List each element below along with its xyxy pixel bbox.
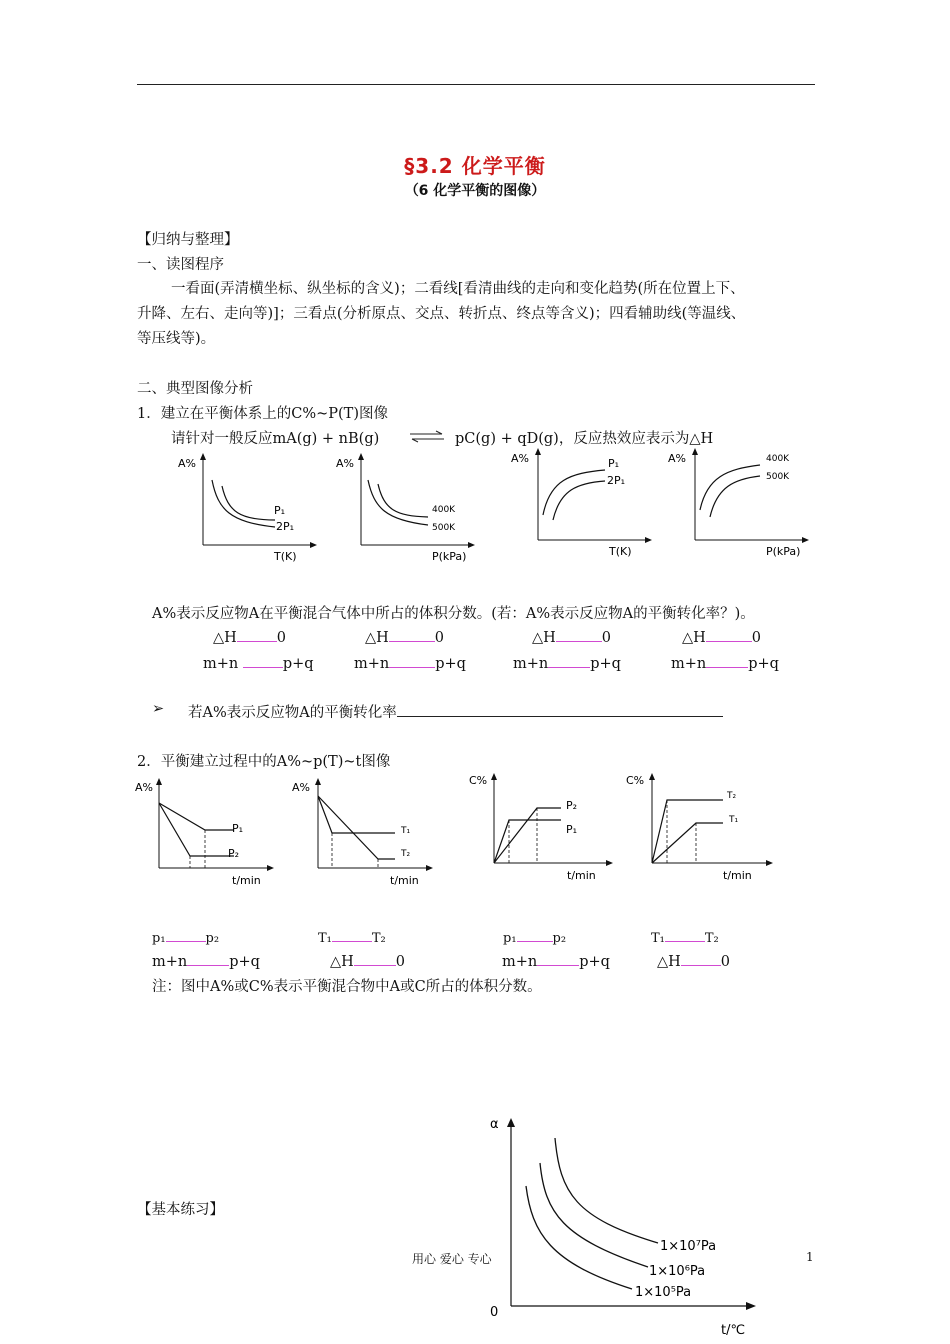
graph-2-1 [130, 775, 275, 887]
practice-heading: 【基本练习】 [137, 1202, 224, 1218]
answer-p-1: p₁ p₂ [152, 927, 219, 946]
equilibrium-arrow-icon [408, 430, 446, 444]
line-p1 [159, 803, 234, 830]
curve-label-2: 1×10⁶Pa [649, 1264, 706, 1279]
answer-blank[interactable] [389, 627, 435, 642]
answer-mn-6: m+n p+q [502, 951, 610, 970]
y-axis-label: A% [178, 457, 196, 470]
graph-1-4 [662, 445, 812, 560]
section-2-title: 二、典型图像分析 [137, 381, 253, 397]
answer-mn-4: m+n p+q [671, 653, 779, 672]
answer-dh-4: △H 0 [682, 627, 761, 646]
answer-blank[interactable] [537, 951, 579, 966]
bullet-answer-blank[interactable] [397, 702, 723, 717]
origin-label: 0 [490, 1305, 499, 1320]
answer-dh-2: △H 0 [365, 627, 444, 646]
section-1-para-line2: 升降、左右、走向等)]；三看点(分析原点、交点、转折点、终点等含义)；四看辅助线(等温线、 [137, 306, 746, 322]
curve-label-1: 400K [432, 505, 456, 515]
y-axis-label: α [490, 1117, 499, 1132]
question-1-title: 1．建立在平衡体系上的C%~P(T)图像 [137, 406, 388, 422]
graph-3-alpha-vs-temperature [480, 1108, 770, 1344]
answer-blank[interactable] [706, 627, 752, 642]
summary-heading: 【归纳与整理】 [137, 232, 239, 248]
y-axis-label: C% [626, 774, 645, 787]
curve-label-2: P₁ [566, 823, 578, 836]
answer-blank[interactable] [665, 927, 705, 942]
bullet-text: 若A%表示反应物A的平衡转化率 [188, 701, 723, 722]
y-axis-label: A% [511, 452, 529, 465]
answer-blank[interactable] [332, 927, 372, 942]
section-1-para-line1: 一看面(弄清横坐标、纵坐标的含义)；二看线[看清曲线的走向和变化趋势(所在位置上下、 [171, 281, 745, 297]
answer-blank[interactable] [389, 653, 435, 668]
curve-label-1: T₁ [401, 826, 411, 836]
graph-1-2 [328, 450, 478, 565]
question-1-note: A%表示反应物A在平衡混合气体中所占的体积分数。(若：A%表示反应物A的平衡转化率？)。 [152, 606, 755, 622]
curve-label-2: 500K [432, 523, 456, 533]
y-axis-label: A% [668, 452, 686, 465]
y-axis-label: A% [135, 781, 153, 794]
answer-dh-5: △H 0 [330, 951, 405, 970]
answer-blank[interactable] [556, 627, 602, 642]
answer-blank[interactable] [354, 951, 396, 966]
line-t1 [652, 823, 723, 863]
x-axis-label: t/℃ [721, 1323, 746, 1338]
graph-2-2 [290, 775, 435, 887]
y-axis-label: C% [469, 774, 488, 787]
curve-label-1: 400K [766, 454, 790, 464]
curve-label-1: P₁ [274, 504, 286, 517]
answer-blank[interactable] [237, 627, 277, 642]
question-2-title: 2．平衡建立过程中的A%~p(T)~t图像 [137, 754, 391, 770]
answer-dh-6: △H 0 [657, 951, 730, 970]
page-number: 1 [806, 1250, 814, 1264]
x-axis-label: P(kPa) [432, 550, 467, 563]
x-axis-label: t/min [567, 869, 596, 882]
curve-1e7 [555, 1138, 658, 1243]
curve-label-2: 2P₁ [276, 520, 295, 533]
question-2-note: 注：图中A%或C%表示平衡混合物中A或C所占的体积分数。 [152, 979, 542, 995]
x-axis-label: T(K) [274, 550, 297, 563]
x-axis-label: t/min [390, 874, 419, 887]
answer-blank[interactable] [166, 927, 206, 942]
curve-label-2: 2P₁ [607, 474, 626, 487]
curve-label-2: P₂ [228, 847, 240, 860]
section-1-title: 一、读图程序 [137, 257, 224, 273]
answer-blank[interactable] [681, 951, 721, 966]
x-axis-label: P(kPa) [766, 545, 801, 558]
x-axis-label: T(K) [609, 545, 632, 558]
answer-t-1: T₁ T₂ [318, 927, 386, 946]
section-1-para-line3: 等压线等)。 [137, 331, 216, 347]
header-rule [137, 84, 815, 85]
page-subtitle: （6 化学平衡的图像） [404, 183, 546, 199]
curve-label-2: T₂ [401, 849, 411, 859]
graph-1-3 [505, 445, 655, 560]
answer-dh-1: △H 0 [213, 627, 286, 646]
y-axis-label: A% [336, 457, 354, 470]
line-t1 [318, 796, 395, 833]
curve-label-1: 1×10⁷Pa [660, 1239, 717, 1254]
curve-label-2: T₁ [729, 815, 739, 825]
graph-2-3 [465, 770, 615, 882]
y-axis-label: A% [292, 781, 310, 794]
answer-blank[interactable] [517, 927, 553, 942]
reaction-left: 请针对一般反应mA(g) + nB(g) [171, 431, 380, 447]
curve-1e5 [526, 1186, 632, 1289]
graph-2-4 [625, 770, 775, 882]
answer-dh-3: △H 0 [532, 627, 611, 646]
answer-blank[interactable] [243, 653, 283, 668]
curve-label-3: 1×10⁵Pa [635, 1285, 692, 1300]
answer-blank[interactable] [548, 653, 590, 668]
curve-label-1: P₁ [232, 822, 244, 835]
answer-t-2: T₁ T₂ [651, 927, 719, 946]
curve-label-1: P₂ [566, 799, 578, 812]
answer-mn-3: m+n p+q [513, 653, 621, 672]
page-title: §3.2 化学平衡 [404, 154, 546, 178]
answer-blank[interactable] [706, 653, 748, 668]
curve-lower [222, 486, 275, 520]
curve-label-2: 500K [766, 472, 790, 482]
answer-mn-5: m+n p+q [152, 951, 260, 970]
reaction-right: pC(g) + qD(g)，反应热效应表示为△H [455, 431, 714, 447]
x-axis-label: t/min [232, 874, 261, 887]
x-axis-label: t/min [723, 869, 752, 882]
graph-1-1 [170, 450, 320, 565]
line-p1 [494, 820, 561, 863]
curve-label-1: P₁ [608, 457, 620, 470]
footer-motto: 用心 爱心 专心 [412, 1252, 492, 1266]
curve-label-1: T₂ [727, 791, 737, 801]
bullet-arrow-icon: ➢ [152, 701, 165, 717]
answer-p-2: p₁ p₂ [503, 927, 566, 946]
answer-blank[interactable] [187, 951, 229, 966]
answer-mn-1: m+n p+q [203, 653, 314, 672]
answer-mn-2: m+n p+q [354, 653, 466, 672]
